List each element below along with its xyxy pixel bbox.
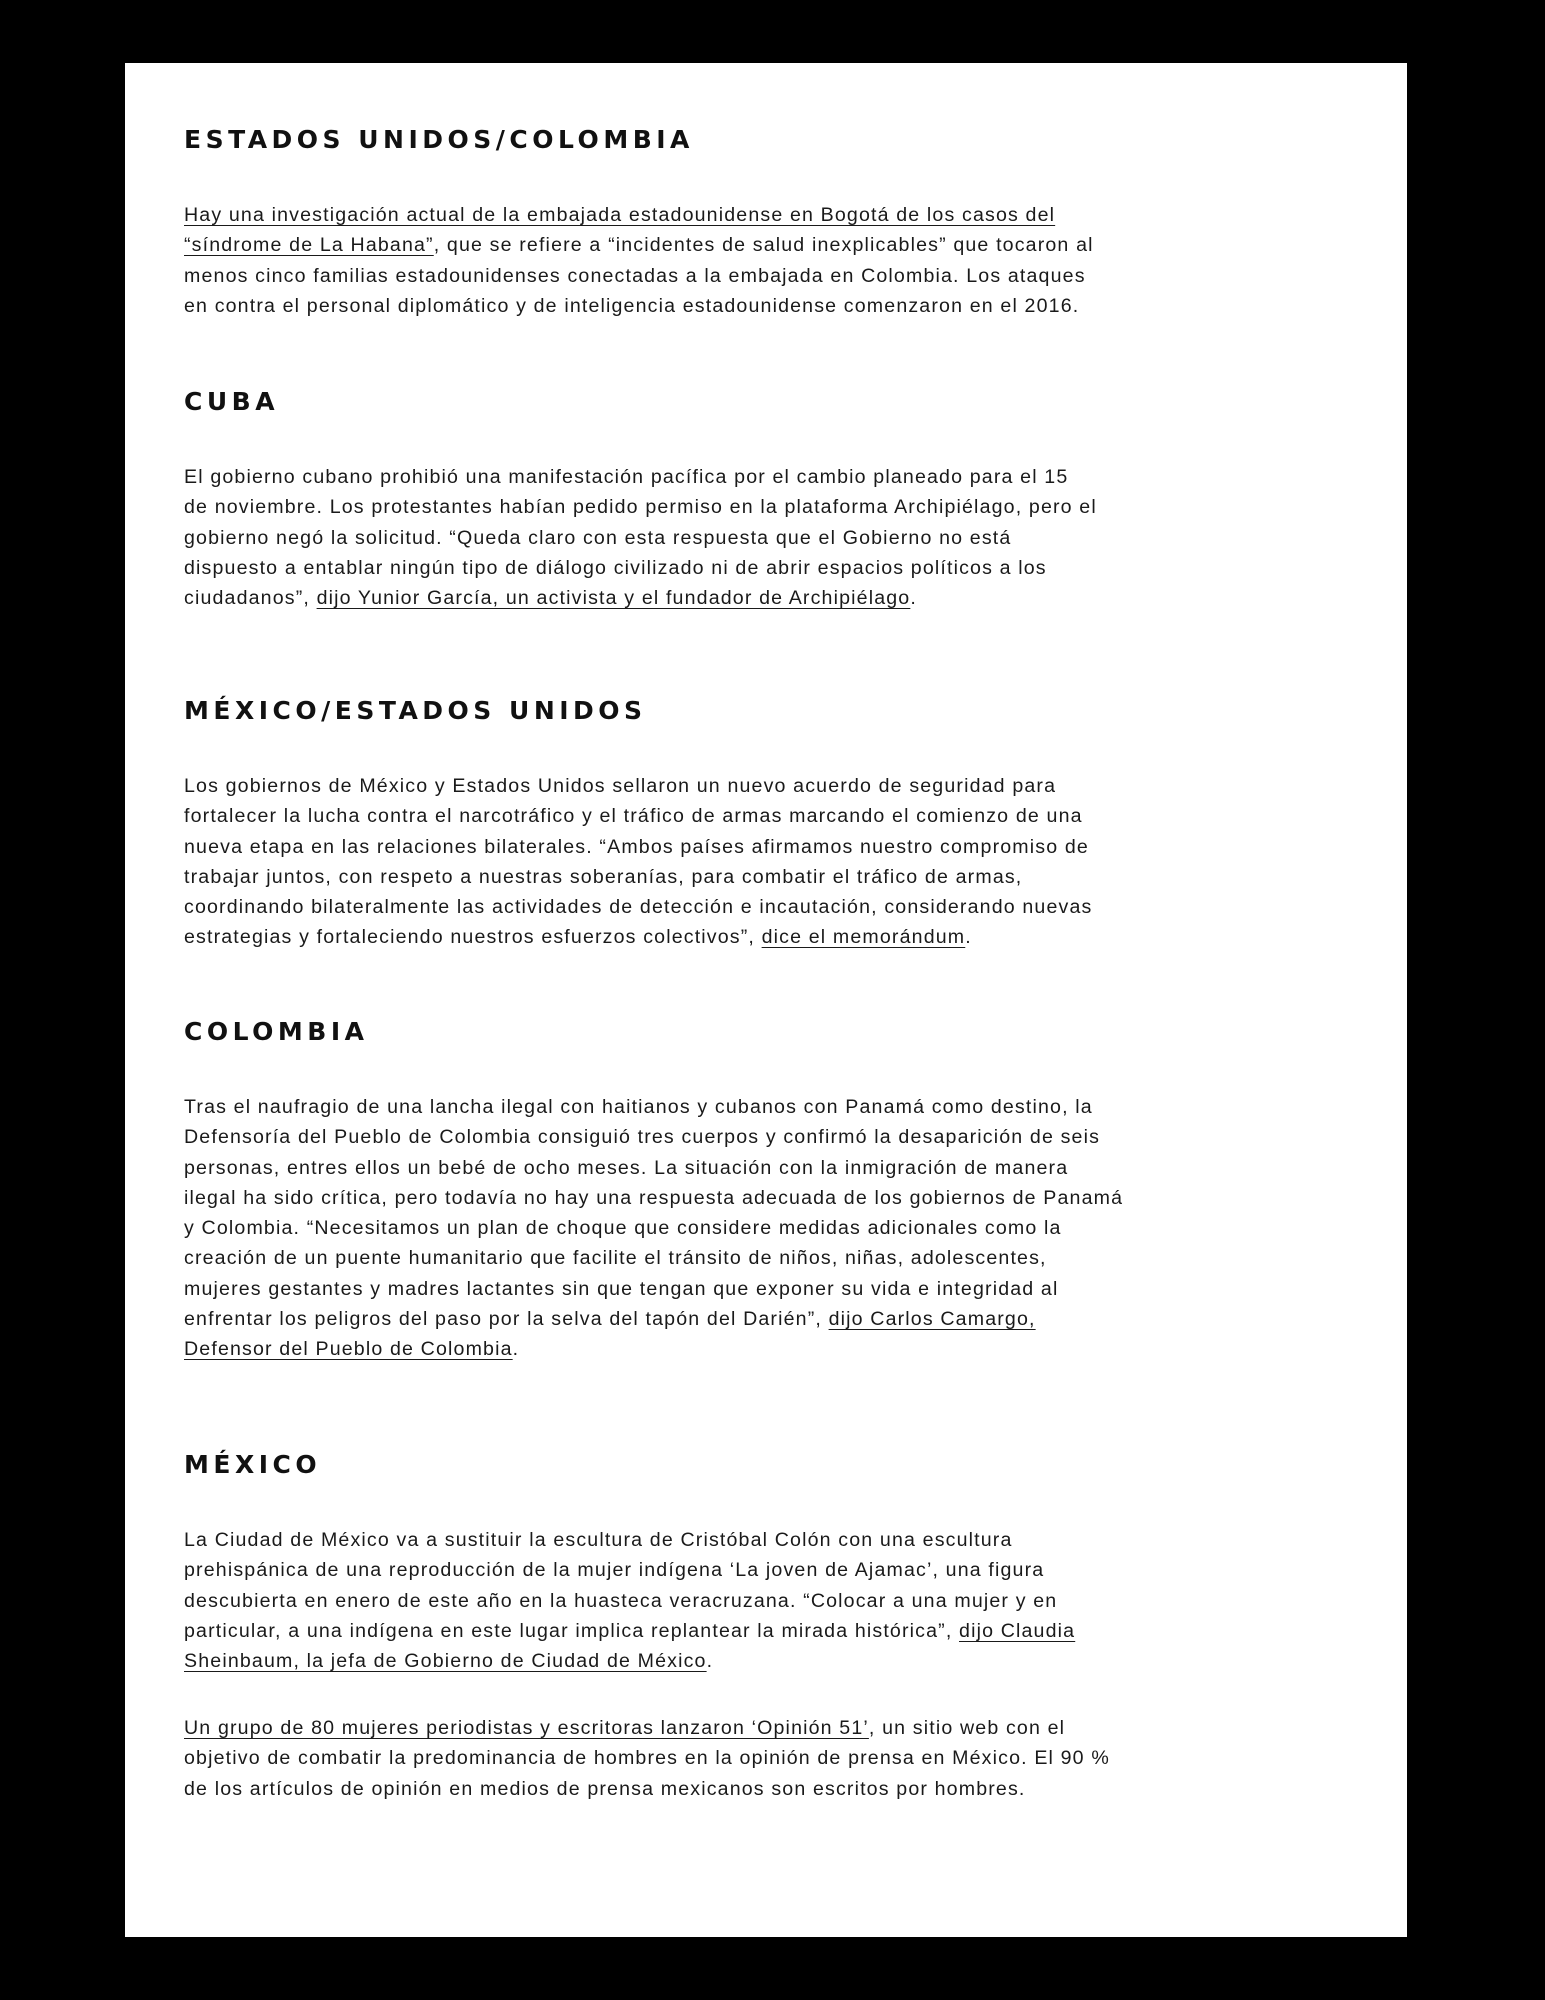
section-title: MÉXICO/ESTADOS UNIDOS [184,696,647,725]
body-text: Tras el naufragio de una lancha ilegal con haitianos y cubanos con Panamá como destino, la [184,1096,1093,1118]
body-text: personas, entres ellos un bebé de ocho meses. La situación con la inmigración de manera [184,1156,1069,1179]
body-text: menos cinco familias estadounidenses conectadas a la embajada en Colombia. Los ataques [184,264,1086,287]
body-text: coordinando bilateralmente las actividades de detección e incautación, considerando nuevas [184,896,1093,919]
body-text: Los gobiernos de México y Estados Unidos sellaron un nuevo acuerdo de seguridad para [184,775,1057,797]
body-text: . [706,1650,714,1673]
body-text: estrategias y fortaleciendo nuestros esfuerzos colectivos”, [184,926,762,949]
body-text: objetivo de combatir la predominancia de hombres en la opinión de prensa en México. El 90 % [184,1747,1110,1770]
article-link[interactable]: dijo Carlos Camargo, [828,1308,1036,1331]
article-link[interactable]: Sheinbaum, la jefa de Gobierno de Ciudad de México [184,1650,707,1673]
article-link[interactable]: Hay una investigación actual de la embajada estadounidense en Bogotá de los casos del [184,204,1056,226]
body-text: particular, a una indígena en este lugar implica replantear la mirada histórica”, [184,1619,960,1642]
article-link[interactable]: dijo Claudia [959,1619,1076,1642]
body-text: Defensoría del Pueblo de Colombia consiguió tres cuerpos y confirmó la desaparición de seis [184,1126,1101,1149]
section-paragraph [184,1713,1110,1804]
body-text: enfrentar los peligros del paso por la selva del tapón del Darién”, [184,1308,829,1331]
section-title: CUBA [184,387,280,416]
article-link[interactable]: “síndrome de La Habana” [184,234,434,257]
article-link[interactable]: Defensor del Pueblo de Colombia [184,1338,513,1361]
body-text: . [910,587,917,610]
section-paragraph [184,771,1092,953]
body-text: en contra el personal diplomático y de inteligencia estadounidense comenzaron en el 2016. [184,294,1080,317]
section-paragraph [184,200,1094,321]
article-link[interactable]: dijo Yunior García, un activista y el fundador de Archipiélago [316,587,911,610]
section-mexico [184,1450,1284,1800]
body-text: mujeres gestantes y madres lactantes sin que tengan que exponer su vida e integridad al [184,1277,1059,1300]
section-mexico-estados-unidos [184,696,1284,949]
body-text: descubierta en enero de este año en la huasteca veracruzana. “Colocar a una mujer y en [184,1589,1058,1612]
body-text: ciudadanos”, [184,587,317,610]
article-link[interactable]: dice el memorándum [761,926,966,949]
body-text: creación de un puente humanitario que facilite el tránsito de niños, niñas, adolescentes, [184,1247,1047,1270]
body-text: La Ciudad de México va a sustituir la escultura de Cristóbal Colón con una escultura [184,1529,1013,1551]
body-text: El gobierno cubano prohibió una manifestación pacífica por el cambio planeado para el 15 [184,466,1069,488]
body-text: dispuesto a entablar ningún tipo de diálogo civilizado ni de abrir espacios políticos a los [184,556,1047,579]
section-title: MÉXICO [184,1450,322,1479]
body-text: prehispánica de una reproducción de la mujer indígena ‘La joven de Ajamac’, una figura [184,1559,1045,1582]
body-text: . [965,926,972,949]
body-text: y Colombia. “Necesitamos un plan de choque que considere medidas adicionales como la [184,1217,1062,1240]
section-title: ESTADOS UNIDOS/COLOMBIA [184,125,694,154]
body-text: ilegal ha sido crítica, pero todavía no hay una respuesta adecuada de los gobiernos de Panamá [184,1186,1124,1209]
section-paragraph [184,1525,1075,1676]
section-paragraph [184,462,1097,613]
section-title: COLOMBIA [184,1017,369,1046]
article-link[interactable]: Un grupo de 80 mujeres periodistas y escritoras lanzaron ‘Opinión 51’ [184,1717,869,1739]
body-text: de los artículos de opinión en medios de prensa mexicanos son escritos por hombres. [184,1777,1026,1800]
body-text: de noviembre. Los protestantes habían pedido permiso en la plataforma Archipiélago, pero el [184,496,1097,519]
body-text: , que se refiere a “incidentes de salud inexplicables” que tocaron al [433,234,1094,257]
document-page [125,63,1407,1937]
section-colombia [184,1017,1284,1361]
body-text: fortalecer la lucha contra el narcotráfico y el tráfico de armas marcando el comienzo de una [184,805,1083,828]
body-text: nueva etapa en las relaciones bilaterales. “Ambos países afirmamos nuestro compromiso de [184,835,1089,858]
section-cuba [184,387,1284,610]
body-text: , un sitio web con el [868,1717,1066,1739]
section-paragraph [184,1092,1123,1365]
section-estados-unidos-colombia [184,125,1284,317]
body-text: gobierno negó la solicitud. “Queda claro con esta respuesta que el Gobierno no está [184,526,1012,549]
body-text: trabajar juntos, con respeto a nuestras soberanías, para combatir el tráfico de armas, [184,865,1023,888]
body-text: . [512,1338,520,1361]
